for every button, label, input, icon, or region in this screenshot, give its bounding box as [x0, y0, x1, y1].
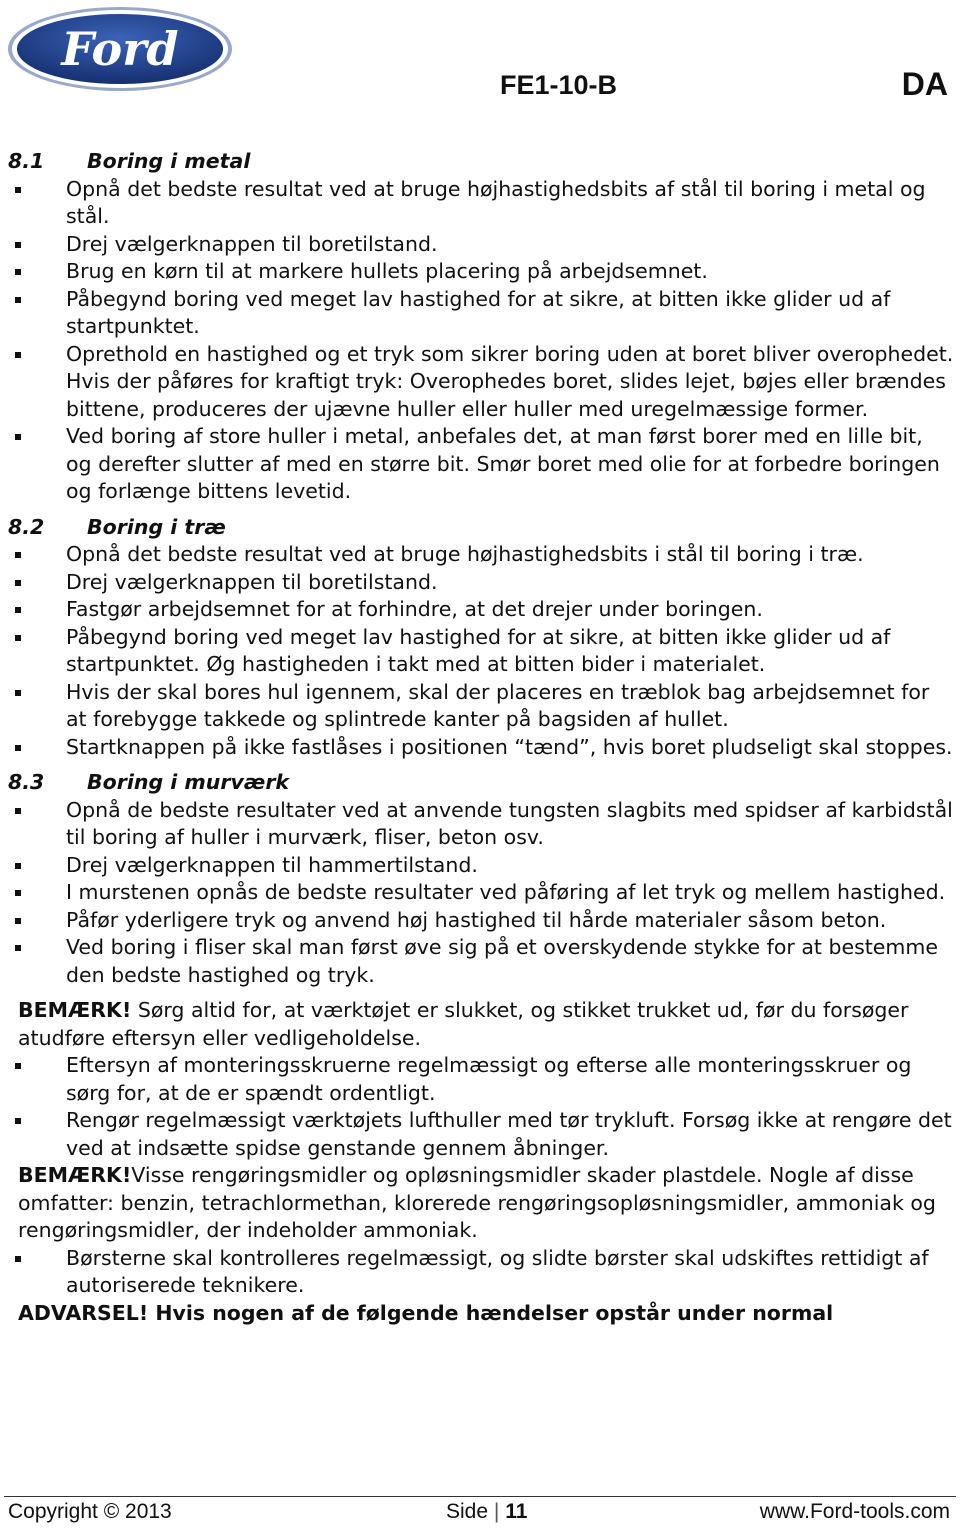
list-item: Opnå det bedste resultat ved at bruge højhastighedsbits i stål til boring i træ.	[8, 541, 954, 569]
list-item: Påbegynd boring ved meget lav hastighed for at sikre, at bitten ikke glider ud af startpunktet.	[8, 286, 954, 341]
maintenance-list	[8, 1052, 954, 1162]
page-label: Side	[446, 1500, 489, 1523]
section-number: 8.2	[8, 514, 45, 539]
ford-logo	[6, 5, 234, 93]
list-item: Ved boring i fliser skal man først øve sig på et overskydende stykke for at bestemme den bedste hastighed og tryk.	[8, 934, 954, 989]
section-number: 8.1	[8, 149, 45, 173]
language-code: DA	[901, 66, 948, 102]
note-1	[8, 997, 954, 1052]
bullet-list	[8, 541, 954, 761]
section-number: 8.3	[8, 770, 45, 794]
list-item: Ved boring af store huller i metal, anbefales det, at man først borer med en lille bit, og derefter slutter af med en større bit. Smør boret med olie for at forbedre boringen og forlænge bittens levetid.	[8, 423, 954, 506]
list-item: Fastgør arbejdsemnet for at forhindre, at det drejer under boringen.	[8, 596, 954, 624]
section-title: Boring i metal	[87, 149, 251, 173]
footer-divider	[4, 1496, 956, 1497]
list-item: I murstenen opnås de bedste resultater ved påføring af let tryk og mellem hastighed.	[8, 879, 954, 907]
section	[8, 148, 954, 506]
list-item: Opnå de bedste resultater ved at anvende tungsten slagbits med spidser af karbidstål til boring af huller i murværk, fliser, beton osv.	[8, 797, 954, 852]
note-2-label: BEMÆRK!	[18, 1163, 132, 1187]
page-number: 11	[505, 1500, 528, 1523]
note-1-label: BEMÆRK!	[18, 998, 132, 1022]
list-item: Opnå det bedste resultat ved at bruge højhastighedsbits af stål til boring i metal og stål.	[8, 176, 954, 231]
bullet-list	[8, 176, 954, 506]
page-separator: |	[493, 1500, 500, 1523]
note-2-text: Visse rengøringsmidler og opløsningsmidler skader plastdele. Nogle af disse omfatter: benzin, tetrachlormethan, klorerede rengøringsopløsningsmidler, ammoniak og rengøringsmidler, der indeholder ammoniak.	[18, 1163, 936, 1242]
footer-copyright: Copyright © 2013	[8, 1500, 172, 1523]
section-heading	[8, 514, 954, 542]
list-item: Drej vælgerknappen til boretilstand.	[8, 231, 954, 259]
footer-website: www.Ford-tools.com	[759, 1500, 950, 1523]
bullet-list	[8, 797, 954, 990]
warning-text: ADVARSEL! Hvis nogen af de følgende hændelser opstår under normal	[18, 1300, 834, 1325]
logo-wordmark: Ford	[61, 22, 179, 76]
section-heading	[8, 769, 954, 797]
document-body	[8, 148, 954, 1327]
brush-list	[8, 1245, 954, 1300]
list-item: Rengør regelmæssigt værktøjets lufthuller med tør trykluft. Forsøg ikke at rengøre det ved at indsætte spidse genstande gennem åbninger.	[8, 1107, 954, 1162]
note-2	[8, 1162, 954, 1245]
list-item: Påfør yderligere tryk og anvend høj hastighed til hårde materialer såsom beton.	[8, 907, 954, 935]
list-item: Drej vælgerknappen til hammertilstand.	[8, 852, 954, 880]
footer-page	[446, 1500, 527, 1524]
list-item: Påbegynd boring ved meget lav hastighed for at sikre, at bitten ikke glider ud af startpunktet. Øg hastigheden i takt med at bitten bider i materialet.	[8, 624, 954, 679]
sections-container	[8, 148, 954, 989]
list-item: Eftersyn af monteringsskruerne regelmæssigt og efterse alle monteringsskruer og sørg for, at de er spændt ordentligt.	[8, 1052, 954, 1107]
section-title: Boring i murværk	[87, 770, 290, 794]
document-code: FE1-10-B	[500, 70, 618, 100]
note-1-text: Sørg altid for, at værktøjet er slukket, og stikket trukket ud, før du forsøger atudføre eftersyn eller vedligeholdelse.	[18, 998, 909, 1050]
section	[8, 514, 954, 762]
list-item: Startknappen på ikke fastlåses i positionen “tænd”, hvis boret pludseligt skal stoppes.	[8, 734, 954, 762]
list-item: Børsterne skal kontrolleres regelmæssigt, og slidte børster skal udskiftes rettidigt af autoriserede teknikere.	[8, 1245, 954, 1300]
list-item: Oprethold en hastighed og et tryk som sikrer boring uden at boret bliver overophedet. Hvis der påføres for kraftigt tryk: Overophedes boret, slides lejet, bøjes eller brændes bittene, produceres der ujævne huller eller huller med uregelmæssige former.	[8, 341, 954, 424]
section	[8, 769, 954, 989]
list-item: Brug en kørn til at markere hullets placering på arbejdsemnet.	[8, 258, 954, 286]
section-title: Boring i træ	[87, 514, 226, 539]
section-heading	[8, 148, 954, 176]
list-item: Drej vælgerknappen til boretilstand.	[8, 569, 954, 597]
list-item: Hvis der skal bores hul igennem, skal der placeres en træblok bag arbejdsemnet for at forebygge takkede og splintrede kanter på bagsiden af hullet.	[8, 679, 954, 734]
